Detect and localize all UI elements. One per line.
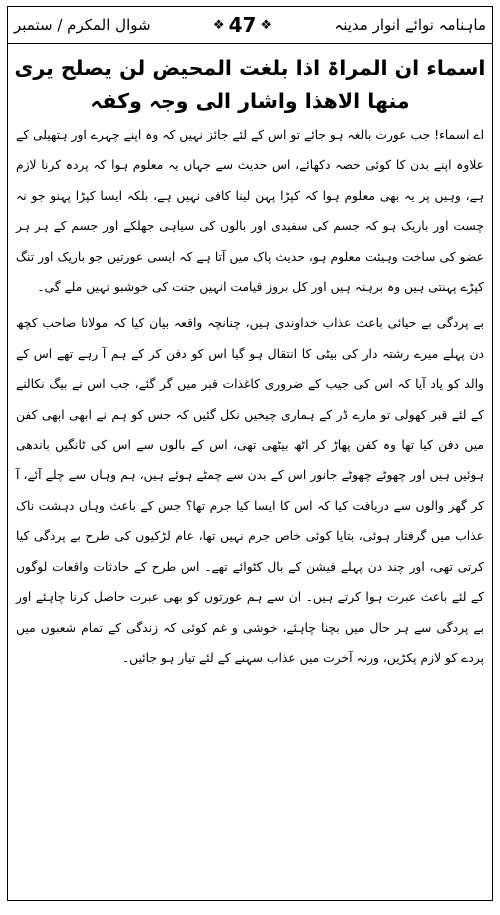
ornament-icon: ❖	[260, 17, 273, 33]
paragraph: اے اسماء! جب عورت بالغہ ہو جائے تو اس کے لئے جائز نہیں کہ وہ اپنے چہرے اور ہتھیلی کے علاوہ اپنے بدن کا کوئی حصہ دکھائے، اس حدیث سے جہاں یہ معلوم ہوا کہ پردہ کرنا لازم ہے، وہیں پر یہ بھی معلوم ہوا کہ کپڑا پہن لینا کافی نہیں ہے، بلکہ ایسا کپڑا پہنو جو نہ چست اور باریک ہو کہ جسم کی سفیدی اور بالوں کی سیاہی جھلکے اور جسم کے ہر ہر عضو کی ساخت وہیئت معلوم ہو، حدیث پاک میں آتا ہے کہ ایسی عورتیں جو باریک اور تنگ کپڑے پہنتی ہیں وہ برہنہ ہیں اور کل بروز قیامت انہیں جنت کی خوشبو نہیں ملے گی۔	[16, 128, 484, 295]
page-header	[8, 7, 492, 44]
magazine-title: ماہنامہ نوائے انوار مدینہ	[334, 16, 486, 34]
paragraph: بے پردگی بے حیائی باعث عذاب خداوندی ہیں، چنانچہ واقعہ بیان کیا کہ مولانا صاحب کچھ دن پہلے میرے رشتہ دار کی بیٹی کا انتقال ہو گیا اس کو دفن کر کے ہم آ رہے تھے اس کے والد کو یاد آیا کہ اس کی جیب کے ضروری کاغذات قبر میں گر گئے، جب اس نے بیگ نکالنے کے لئے قبر کھولی تو مارے ڈر کے ہماری چیخیں نکل گئیں کہ جس کو ہم نے ابھی ابھی کفن میں دفن کیا تھا وہ کفن پھاڑ کر اٹھ بیٹھی تھی، اس کے بالوں سے اس کی ٹانگیں باندھی ہوئیں ہیں اور چھوٹے چھوٹے جانور اس کے بدن سے چمٹے ہوئے ہیں، ہم وہاں سے چلے آئے، آ کر گھر والوں سے دریافت کیا کہ اس کا ایسا کیا جرم تھا؟ جس کے باعث وہاں دہشت ناک عذاب میں گرفتار ہوئی، بتایا کوئی خاص جرم نہیں تھا، عام لڑکیوں کی طرح بے پردگی کیا کرتی تھی، اور چند دن پہلے فیشن کے بال کٹوائے تھے۔ اس طرح کے حادثات واقعات لوگوں کے لئے باعث عبرت ہوا کرتے ہیں۔ ان سے ہم عورتوں کو بھی عبرت حاصل کرنا چاہئے اور بے پردگی سے ہر حال میں بچنا چاہئے، خوشی و غم کوئی کہ زندگی کے تمام شعبوں میں پردے کو لازم پکڑیں، ورنہ آخرت میں عذاب سہنے کے لئے تیار ہو جائیں۔	[16, 316, 484, 665]
magazine-page	[7, 6, 493, 901]
issue-month: شوال المکرم / ستمبر	[14, 16, 151, 34]
page-number-ornament	[213, 13, 272, 37]
article-heading: اسماء ان المراۃ اذا بلغت المحیض لن یصلح یری منھا الاھذا واشار الی وجہ وکفہ	[14, 56, 486, 113]
page-number: 47	[228, 13, 257, 37]
ornament-icon: ❖	[212, 17, 225, 33]
article-body	[8, 120, 492, 673]
